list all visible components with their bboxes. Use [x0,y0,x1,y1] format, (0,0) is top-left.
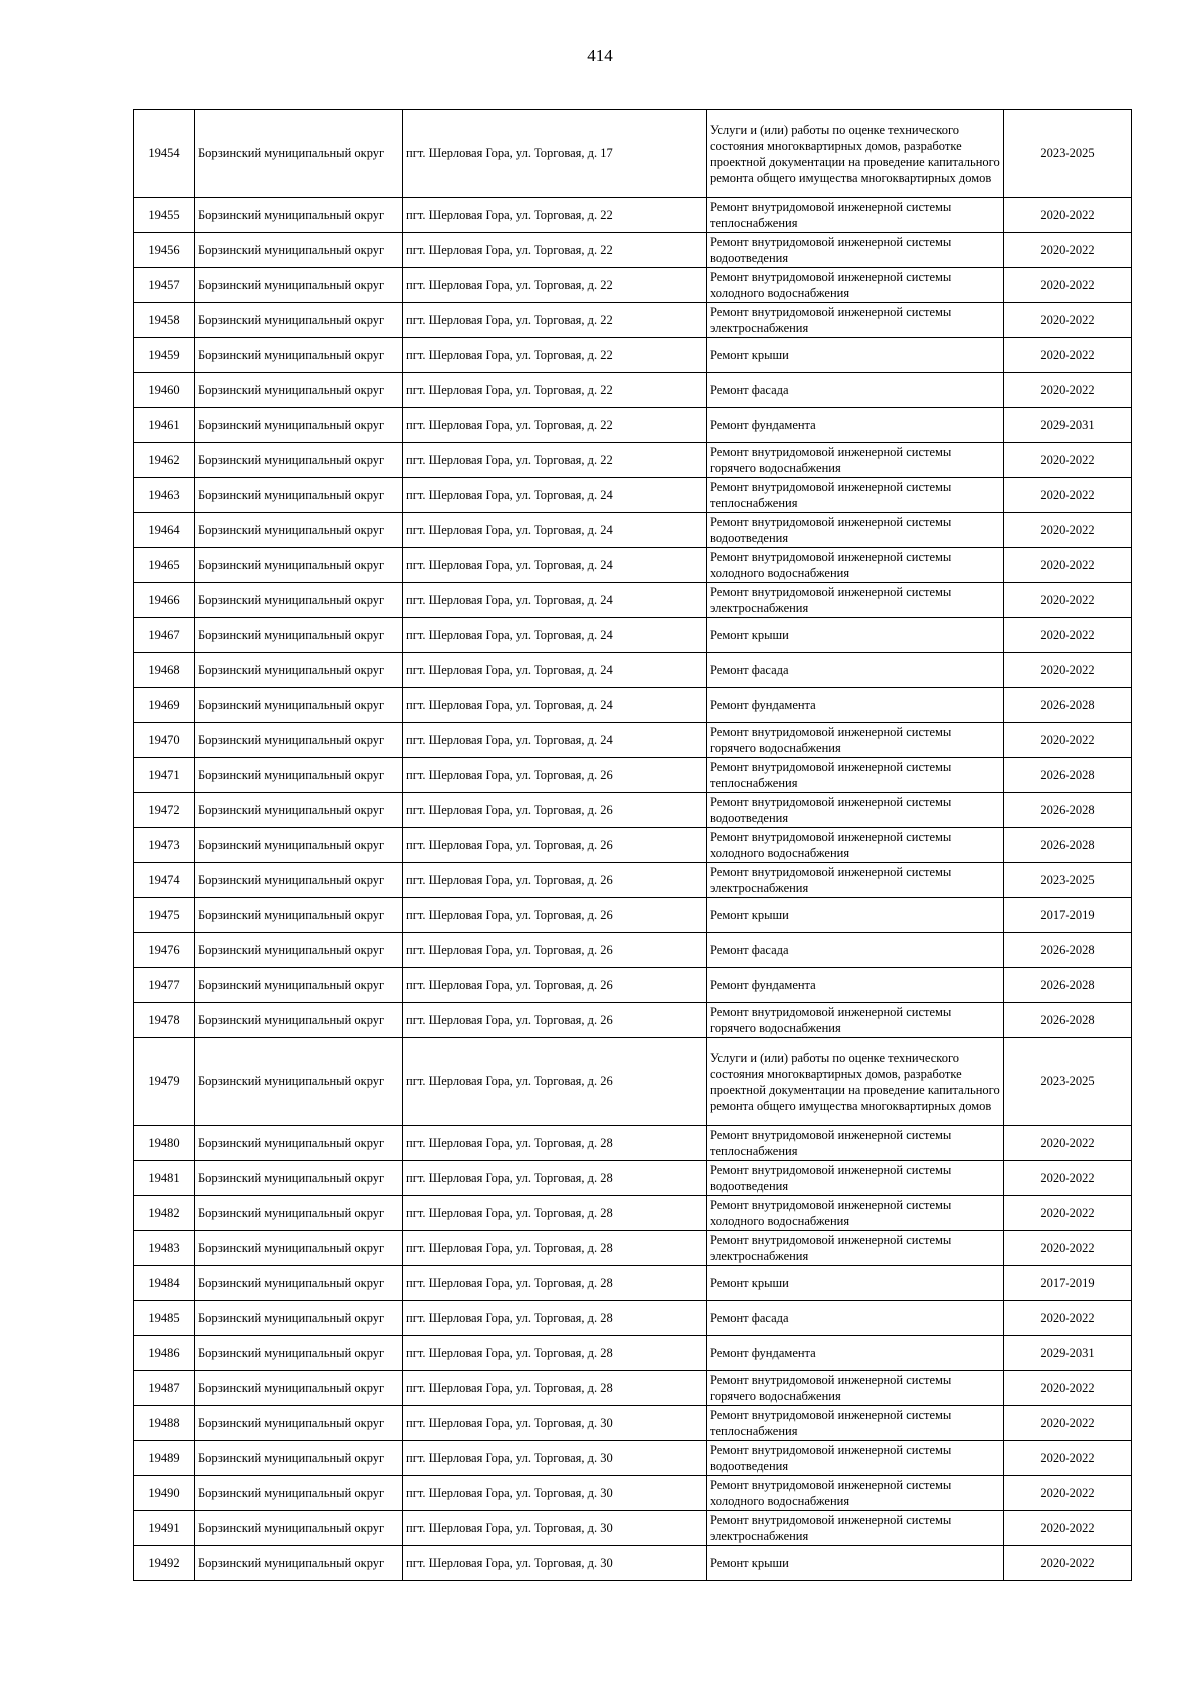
table-row [134,548,1132,583]
table-row [134,1441,1132,1476]
work-type-cell: Ремонт фасада [707,933,1004,968]
period-cell: 2020-2022 [1004,618,1132,653]
row-number-cell: 19463 [134,478,195,513]
table-row [134,198,1132,233]
municipality-cell: Борзинский муниципальный округ [195,1003,403,1038]
table-row [134,233,1132,268]
municipality-cell: Борзинский муниципальный округ [195,933,403,968]
municipality-cell: Борзинский муниципальный округ [195,1371,403,1406]
municipality-cell: Борзинский муниципальный округ [195,828,403,863]
municipality-cell: Борзинский муниципальный округ [195,618,403,653]
address-cell: пгт. Шерловая Гора, ул. Торговая, д. 24 [403,688,707,723]
table-row [134,1406,1132,1441]
work-type-cell: Ремонт внутридомовой инженерной системы холодного водоснабжения [707,268,1004,303]
row-number-cell: 19476 [134,933,195,968]
work-type-cell: Ремонт внутридомовой инженерной системы электроснабжения [707,1231,1004,1266]
municipality-cell: Борзинский муниципальный округ [195,688,403,723]
address-cell: пгт. Шерловая Гора, ул. Торговая, д. 26 [403,793,707,828]
work-type-cell: Ремонт внутридомовой инженерной системы холодного водоснабжения [707,548,1004,583]
address-cell: пгт. Шерловая Гора, ул. Торговая, д. 30 [403,1511,707,1546]
table-body [134,110,1132,1581]
work-type-cell: Услуги и (или) работы по оценке технического состояния многоквартирных домов, разработке проектной документации на проведение капитального ремонта общего имущества многоквартирных домов [707,110,1004,198]
row-number-cell: 19473 [134,828,195,863]
work-type-cell: Ремонт внутридомовой инженерной системы теплоснабжения [707,758,1004,793]
row-number-cell: 19487 [134,1371,195,1406]
address-cell: пгт. Шерловая Гора, ул. Торговая, д. 22 [403,233,707,268]
table-row [134,443,1132,478]
row-number-cell: 19478 [134,1003,195,1038]
table-row [134,1003,1132,1038]
work-type-cell: Ремонт внутридомовой инженерной системы горячего водоснабжения [707,723,1004,758]
table-row [134,1371,1132,1406]
work-type-cell: Ремонт внутридомовой инженерной системы водоотведения [707,1161,1004,1196]
row-number-cell: 19480 [134,1126,195,1161]
table-row [134,338,1132,373]
row-number-cell: 19483 [134,1231,195,1266]
municipality-cell: Борзинский муниципальный округ [195,1126,403,1161]
row-number-cell: 19492 [134,1546,195,1581]
address-cell: пгт. Шерловая Гора, ул. Торговая, д. 22 [403,408,707,443]
row-number-cell: 19490 [134,1476,195,1511]
table-row [134,1336,1132,1371]
period-cell: 2020-2022 [1004,513,1132,548]
table-row [134,1511,1132,1546]
period-cell: 2020-2022 [1004,1371,1132,1406]
row-number-cell: 19467 [134,618,195,653]
municipality-cell: Борзинский муниципальный округ [195,898,403,933]
municipality-cell: Борзинский муниципальный округ [195,758,403,793]
work-type-cell: Ремонт внутридомовой инженерной системы горячего водоснабжения [707,443,1004,478]
table-row [134,758,1132,793]
table-row [134,110,1132,198]
period-cell: 2020-2022 [1004,198,1132,233]
work-type-cell: Ремонт фундамента [707,968,1004,1003]
address-cell: пгт. Шерловая Гора, ул. Торговая, д. 28 [403,1231,707,1266]
row-number-cell: 19484 [134,1266,195,1301]
address-cell: пгт. Шерловая Гора, ул. Торговая, д. 26 [403,828,707,863]
address-cell: пгт. Шерловая Гора, ул. Торговая, д. 26 [403,1003,707,1038]
table-row [134,653,1132,688]
address-cell: пгт. Шерловая Гора, ул. Торговая, д. 22 [403,373,707,408]
period-cell: 2020-2022 [1004,303,1132,338]
municipality-cell: Борзинский муниципальный округ [195,1196,403,1231]
row-number-cell: 19457 [134,268,195,303]
address-cell: пгт. Шерловая Гора, ул. Торговая, д. 22 [403,303,707,338]
work-type-cell: Ремонт внутридомовой инженерной системы водоотведения [707,513,1004,548]
table-row [134,478,1132,513]
municipality-cell: Борзинский муниципальный округ [195,1301,403,1336]
work-type-cell: Ремонт фасада [707,1301,1004,1336]
period-cell: 2020-2022 [1004,373,1132,408]
table-row [134,513,1132,548]
work-type-cell: Ремонт внутридомовой инженерной системы водоотведения [707,233,1004,268]
work-type-cell: Ремонт внутридомовой инженерной системы холодного водоснабжения [707,1196,1004,1231]
period-cell: 2017-2019 [1004,1266,1132,1301]
address-cell: пгт. Шерловая Гора, ул. Торговая, д. 26 [403,758,707,793]
row-number-cell: 19491 [134,1511,195,1546]
table-row [134,933,1132,968]
row-number-cell: 19454 [134,110,195,198]
address-cell: пгт. Шерловая Гора, ул. Торговая, д. 30 [403,1406,707,1441]
address-cell: пгт. Шерловая Гора, ул. Торговая, д. 24 [403,653,707,688]
address-cell: пгт. Шерловая Гора, ул. Торговая, д. 28 [403,1371,707,1406]
municipality-cell: Борзинский муниципальный округ [195,1231,403,1266]
table-row [134,968,1132,1003]
work-type-cell: Ремонт внутридомовой инженерной системы теплоснабжения [707,198,1004,233]
work-type-cell: Ремонт фундамента [707,1336,1004,1371]
period-cell: 2020-2022 [1004,478,1132,513]
work-type-cell: Ремонт внутридомовой инженерной системы холодного водоснабжения [707,828,1004,863]
work-type-cell: Ремонт внутридомовой инженерной системы водоотведения [707,1441,1004,1476]
period-cell: 2023-2025 [1004,863,1132,898]
address-cell: пгт. Шерловая Гора, ул. Торговая, д. 26 [403,863,707,898]
period-cell: 2020-2022 [1004,1301,1132,1336]
period-cell: 2026-2028 [1004,793,1132,828]
address-cell: пгт. Шерловая Гора, ул. Торговая, д. 26 [403,968,707,1003]
municipality-cell: Борзинский муниципальный округ [195,110,403,198]
table-row [134,618,1132,653]
period-cell: 2026-2028 [1004,758,1132,793]
row-number-cell: 19456 [134,233,195,268]
table-row [134,1476,1132,1511]
work-type-cell: Ремонт крыши [707,898,1004,933]
page-number: 414 [587,46,613,65]
period-cell: 2026-2028 [1004,828,1132,863]
table-row [134,898,1132,933]
period-cell: 2020-2022 [1004,1126,1132,1161]
address-cell: пгт. Шерловая Гора, ул. Торговая, д. 28 [403,1126,707,1161]
period-cell: 2026-2028 [1004,688,1132,723]
address-cell: пгт. Шерловая Гора, ул. Торговая, д. 24 [403,583,707,618]
period-cell: 2020-2022 [1004,1161,1132,1196]
row-number-cell: 19475 [134,898,195,933]
row-number-cell: 19470 [134,723,195,758]
address-cell: пгт. Шерловая Гора, ул. Торговая, д. 24 [403,618,707,653]
period-cell: 2020-2022 [1004,268,1132,303]
table-row [134,828,1132,863]
row-number-cell: 19468 [134,653,195,688]
period-cell: 2020-2022 [1004,583,1132,618]
municipality-cell: Борзинский муниципальный округ [195,1511,403,1546]
municipality-cell: Борзинский муниципальный округ [195,478,403,513]
address-cell: пгт. Шерловая Гора, ул. Торговая, д. 28 [403,1266,707,1301]
period-cell: 2026-2028 [1004,933,1132,968]
period-cell: 2023-2025 [1004,110,1132,198]
row-number-cell: 19464 [134,513,195,548]
table-row [134,863,1132,898]
municipality-cell: Борзинский муниципальный округ [195,408,403,443]
work-type-cell: Ремонт внутридомовой инженерной системы теплоснабжения [707,1406,1004,1441]
table-row [134,583,1132,618]
municipality-cell: Борзинский муниципальный округ [195,1266,403,1301]
table-row [134,1126,1132,1161]
work-type-cell: Ремонт крыши [707,1266,1004,1301]
row-number-cell: 19472 [134,793,195,828]
row-number-cell: 19465 [134,548,195,583]
work-type-cell: Ремонт крыши [707,338,1004,373]
repair-schedule-table [133,109,1132,1581]
table-row [134,268,1132,303]
municipality-cell: Борзинский муниципальный округ [195,1161,403,1196]
table-row [134,723,1132,758]
address-cell: пгт. Шерловая Гора, ул. Торговая, д. 26 [403,898,707,933]
row-number-cell: 19469 [134,688,195,723]
row-number-cell: 19460 [134,373,195,408]
work-type-cell: Ремонт фундамента [707,688,1004,723]
address-cell: пгт. Шерловая Гора, ул. Торговая, д. 22 [403,198,707,233]
period-cell: 2017-2019 [1004,898,1132,933]
municipality-cell: Борзинский муниципальный округ [195,583,403,618]
row-number-cell: 19488 [134,1406,195,1441]
row-number-cell: 19458 [134,303,195,338]
address-cell: пгт. Шерловая Гора, ул. Торговая, д. 17 [403,110,707,198]
municipality-cell: Борзинский муниципальный округ [195,233,403,268]
table-row [134,1196,1132,1231]
table-row [134,793,1132,828]
work-type-cell: Услуги и (или) работы по оценке технического состояния многоквартирных домов, разработке проектной документации на проведение капитального ремонта общего имущества многоквартирных домов [707,1038,1004,1126]
work-type-cell: Ремонт внутридомовой инженерной системы электроснабжения [707,303,1004,338]
address-cell: пгт. Шерловая Гора, ул. Торговая, д. 24 [403,723,707,758]
municipality-cell: Борзинский муниципальный округ [195,863,403,898]
table-row [134,688,1132,723]
municipality-cell: Борзинский муниципальный округ [195,1406,403,1441]
table-row [134,408,1132,443]
period-cell: 2020-2022 [1004,1231,1132,1266]
table-row [134,1038,1132,1126]
row-number-cell: 19474 [134,863,195,898]
row-number-cell: 19477 [134,968,195,1003]
row-number-cell: 19485 [134,1301,195,1336]
row-number-cell: 19486 [134,1336,195,1371]
table-row [134,1301,1132,1336]
work-type-cell: Ремонт фундамента [707,408,1004,443]
row-number-cell: 19482 [134,1196,195,1231]
address-cell: пгт. Шерловая Гора, ул. Торговая, д. 26 [403,933,707,968]
work-type-cell: Ремонт внутридомовой инженерной системы теплоснабжения [707,1126,1004,1161]
row-number-cell: 19459 [134,338,195,373]
work-type-cell: Ремонт внутридомовой инженерной системы электроснабжения [707,1511,1004,1546]
municipality-cell: Борзинский муниципальный округ [195,198,403,233]
table-row [134,1161,1132,1196]
work-type-cell: Ремонт фасада [707,373,1004,408]
address-cell: пгт. Шерловая Гора, ул. Торговая, д. 28 [403,1196,707,1231]
municipality-cell: Борзинский муниципальный округ [195,1336,403,1371]
work-type-cell: Ремонт внутридомовой инженерной системы электроснабжения [707,863,1004,898]
address-cell: пгт. Шерловая Гора, ул. Торговая, д. 26 [403,1038,707,1126]
row-number-cell: 19455 [134,198,195,233]
work-type-cell: Ремонт крыши [707,1546,1004,1581]
municipality-cell: Борзинский муниципальный округ [195,373,403,408]
table-row [134,373,1132,408]
row-number-cell: 19489 [134,1441,195,1476]
table-row [134,1546,1132,1581]
work-type-cell: Ремонт крыши [707,618,1004,653]
address-cell: пгт. Шерловая Гора, ул. Торговая, д. 30 [403,1546,707,1581]
table-row [134,1231,1132,1266]
address-cell: пгт. Шерловая Гора, ул. Торговая, д. 28 [403,1301,707,1336]
address-cell: пгт. Шерловая Гора, ул. Торговая, д. 28 [403,1336,707,1371]
period-cell: 2020-2022 [1004,1511,1132,1546]
address-cell: пгт. Шерловая Гора, ул. Торговая, д. 22 [403,268,707,303]
address-cell: пгт. Шерловая Гора, ул. Торговая, д. 30 [403,1441,707,1476]
period-cell: 2020-2022 [1004,1406,1132,1441]
work-type-cell: Ремонт внутридомовой инженерной системы теплоснабжения [707,478,1004,513]
period-cell: 2020-2022 [1004,233,1132,268]
table-row [134,303,1132,338]
period-cell: 2023-2025 [1004,1038,1132,1126]
row-number-cell: 19462 [134,443,195,478]
row-number-cell: 19479 [134,1038,195,1126]
period-cell: 2020-2022 [1004,1476,1132,1511]
work-type-cell: Ремонт внутридомовой инженерной системы электроснабжения [707,583,1004,618]
municipality-cell: Борзинский муниципальный округ [195,723,403,758]
municipality-cell: Борзинский муниципальный округ [195,653,403,688]
period-cell: 2020-2022 [1004,1546,1132,1581]
row-number-cell: 19481 [134,1161,195,1196]
municipality-cell: Борзинский муниципальный округ [195,548,403,583]
period-cell: 2020-2022 [1004,338,1132,373]
municipality-cell: Борзинский муниципальный округ [195,1441,403,1476]
period-cell: 2020-2022 [1004,653,1132,688]
address-cell: пгт. Шерловая Гора, ул. Торговая, д. 22 [403,443,707,478]
period-cell: 2029-2031 [1004,408,1132,443]
municipality-cell: Борзинский муниципальный округ [195,1038,403,1126]
period-cell: 2020-2022 [1004,1196,1132,1231]
address-cell: пгт. Шерловая Гора, ул. Торговая, д. 24 [403,548,707,583]
municipality-cell: Борзинский муниципальный округ [195,968,403,1003]
address-cell: пгт. Шерловая Гора, ул. Торговая, д. 24 [403,513,707,548]
municipality-cell: Борзинский муниципальный округ [195,338,403,373]
address-cell: пгт. Шерловая Гора, ул. Торговая, д. 30 [403,1476,707,1511]
work-type-cell: Ремонт внутридомовой инженерной системы холодного водоснабжения [707,1476,1004,1511]
period-cell: 2020-2022 [1004,443,1132,478]
row-number-cell: 19466 [134,583,195,618]
period-cell: 2029-2031 [1004,1336,1132,1371]
work-type-cell: Ремонт фасада [707,653,1004,688]
row-number-cell: 19461 [134,408,195,443]
municipality-cell: Борзинский муниципальный округ [195,1476,403,1511]
municipality-cell: Борзинский муниципальный округ [195,443,403,478]
table-row [134,1266,1132,1301]
row-number-cell: 19471 [134,758,195,793]
address-cell: пгт. Шерловая Гора, ул. Торговая, д. 28 [403,1161,707,1196]
work-type-cell: Ремонт внутридомовой инженерной системы горячего водоснабжения [707,1003,1004,1038]
period-cell: 2026-2028 [1004,1003,1132,1038]
period-cell: 2026-2028 [1004,968,1132,1003]
address-cell: пгт. Шерловая Гора, ул. Торговая, д. 24 [403,478,707,513]
municipality-cell: Борзинский муниципальный округ [195,268,403,303]
period-cell: 2020-2022 [1004,1441,1132,1476]
municipality-cell: Борзинский муниципальный округ [195,793,403,828]
period-cell: 2020-2022 [1004,723,1132,758]
municipality-cell: Борзинский муниципальный округ [195,513,403,548]
period-cell: 2020-2022 [1004,548,1132,583]
work-type-cell: Ремонт внутридомовой инженерной системы горячего водоснабжения [707,1371,1004,1406]
address-cell: пгт. Шерловая Гора, ул. Торговая, д. 22 [403,338,707,373]
work-type-cell: Ремонт внутридомовой инженерной системы водоотведения [707,793,1004,828]
municipality-cell: Борзинский муниципальный округ [195,303,403,338]
municipality-cell: Борзинский муниципальный округ [195,1546,403,1581]
